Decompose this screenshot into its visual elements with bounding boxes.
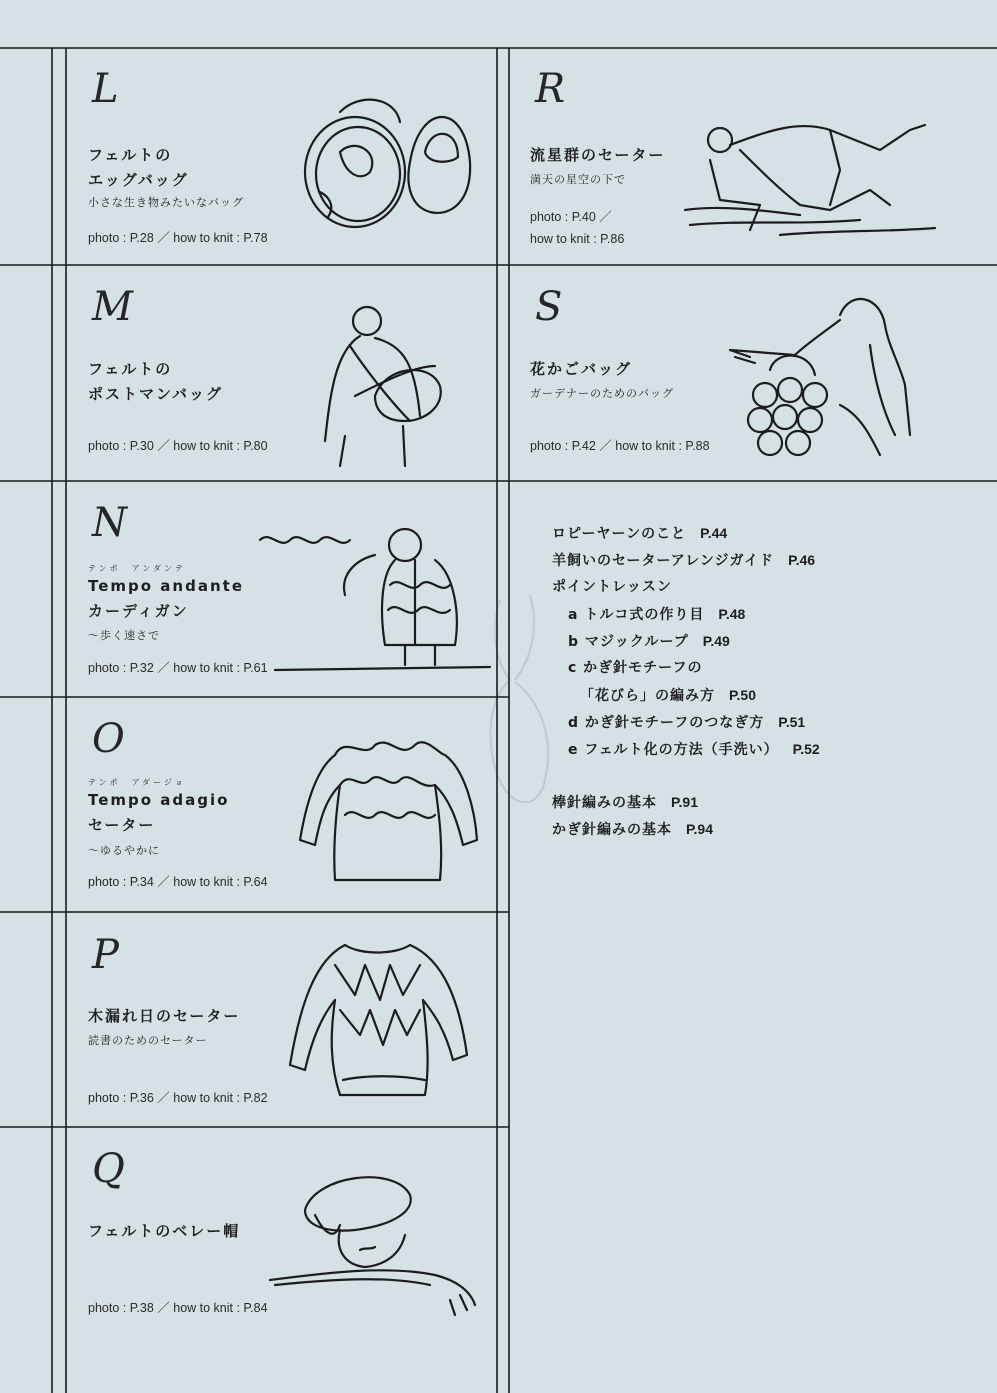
entry-title (530, 357, 632, 382)
title-line: フェルトの (88, 360, 173, 378)
entry-letter: R (535, 66, 566, 112)
entry-subtitle: ガーデナーのためのバッグ (530, 387, 674, 400)
contents-item-label: かぎ針編みの基本 (552, 822, 672, 838)
entry-letter: O (92, 716, 125, 762)
title-line: カーディガン (88, 602, 189, 620)
contents-item[interactable] (552, 682, 820, 709)
contents-list (552, 520, 820, 843)
entry-letter: S (535, 284, 563, 330)
contents-item-label: e フェルト化の方法（手洗い） (568, 742, 779, 758)
contents-item-label: 「花びら」の編み方 (580, 688, 715, 704)
ruby-reading: テンポ アンダンテ (88, 564, 187, 573)
beret-sketch (265, 1155, 485, 1320)
contents-item-label: 羊飼いのセーターアレンジガイド (552, 553, 775, 569)
title-line: 流星群のセーター (530, 146, 666, 164)
contents-item[interactable] (552, 816, 820, 843)
contents-item[interactable] (552, 601, 820, 628)
entry-title (88, 778, 229, 838)
contents-item-page: P.50 (729, 687, 756, 703)
page-reference (530, 206, 624, 250)
contents-item-label: b マジックループ (568, 634, 689, 650)
contents-item[interactable] (552, 709, 820, 736)
entry-letter: N (92, 500, 127, 546)
contents-item[interactable] (552, 736, 820, 763)
page-reference: photo : P.34 ／ how to knit : P.64 (88, 875, 268, 889)
contents-item[interactable] (552, 574, 820, 601)
contents-item-page: P.91 (671, 794, 698, 810)
page-reference: photo : P.30 ／ how to knit : P.80 (88, 439, 268, 453)
contents-item[interactable] (552, 547, 820, 574)
entry-title (530, 143, 665, 168)
contents-item-page: P.94 (686, 821, 713, 837)
contents-item-page: P.46 (788, 552, 816, 568)
entry-title (88, 1004, 240, 1029)
contents-item-page: P.48 (718, 606, 746, 622)
contents-item-label: 棒針編みの基本 (552, 795, 657, 811)
contents-item-page: P.44 (700, 525, 728, 541)
title-line: Tempo adagio (88, 791, 230, 809)
contents-item-label: ロピーヤーンのこと (552, 526, 687, 542)
contents-item[interactable] (552, 789, 820, 816)
sweater-sketch (285, 935, 475, 1115)
contents-item[interactable] (552, 520, 820, 547)
entry-title (88, 357, 223, 407)
entry-title (88, 564, 244, 624)
entry-subtitle: 満天の星空の下で (530, 173, 626, 186)
contents-item[interactable] (552, 655, 820, 682)
page-reference: photo : P.38 ／ how to knit : P.84 (88, 1301, 268, 1315)
title-line: セーター (88, 816, 156, 834)
entry-subtitle: 〜ゆるやかに (88, 844, 160, 857)
title-line: フェルトのベレー帽 (88, 1222, 241, 1240)
title-line: ポストマンバッグ (88, 385, 223, 403)
entry-letter: M (92, 284, 133, 330)
entry-letter: Q (92, 1146, 125, 1192)
title-line: フェルトの (88, 146, 173, 164)
entry-title (88, 1219, 240, 1244)
cardigan-sketch (255, 515, 495, 675)
page-reference: photo : P.42 ／ how to knit : P.88 (530, 439, 710, 453)
entry-subtitle: 〜歩く速さで (88, 629, 160, 642)
title-line: 花かごバッグ (530, 360, 633, 378)
contents-item-label: a トルコ式の作り目 (568, 607, 705, 623)
page-reference: photo : P.28 ／ how to knit : P.78 (88, 231, 268, 245)
entry-letter: P (92, 932, 119, 978)
sweater-sketch (295, 730, 480, 895)
title-line: Tempo andante (88, 577, 244, 595)
ruby-reading: テンポ アダージョ (88, 778, 186, 787)
title-line: エッグバッグ (88, 171, 189, 189)
contents-gap (552, 763, 820, 789)
contents-item-label: d かぎ針モチーフのつなぎ方 (568, 715, 765, 731)
egg-bag-sketch (300, 82, 480, 242)
contents-item-page: P.52 (792, 741, 820, 757)
entry-subtitle: 小さな生き物みたいなバッグ (88, 196, 244, 209)
running-figure-sketch (680, 110, 940, 250)
contents-item[interactable] (552, 628, 820, 655)
contents-item-page: P.49 (702, 633, 730, 649)
ref-line: photo : P.40 ／ (530, 210, 612, 224)
contents-item-page: P.51 (778, 714, 806, 730)
page-reference: photo : P.32 ／ how to knit : P.61 (88, 661, 268, 675)
ref-line: how to knit : P.86 (530, 232, 625, 246)
contents-item-label: c かぎ針モチーフの (568, 660, 703, 676)
postman-bag-sketch (315, 296, 465, 471)
flower-basket-sketch (720, 285, 920, 475)
entry-subtitle: 読書のためのセーター (88, 1034, 208, 1047)
contents-item-label: ポイントレッスン (552, 579, 672, 595)
entry-letter: L (92, 66, 119, 112)
entry-title (88, 143, 189, 193)
title-line: 木漏れ日のセーター (88, 1007, 241, 1025)
page-reference: photo : P.36 ／ how to knit : P.82 (88, 1091, 268, 1105)
